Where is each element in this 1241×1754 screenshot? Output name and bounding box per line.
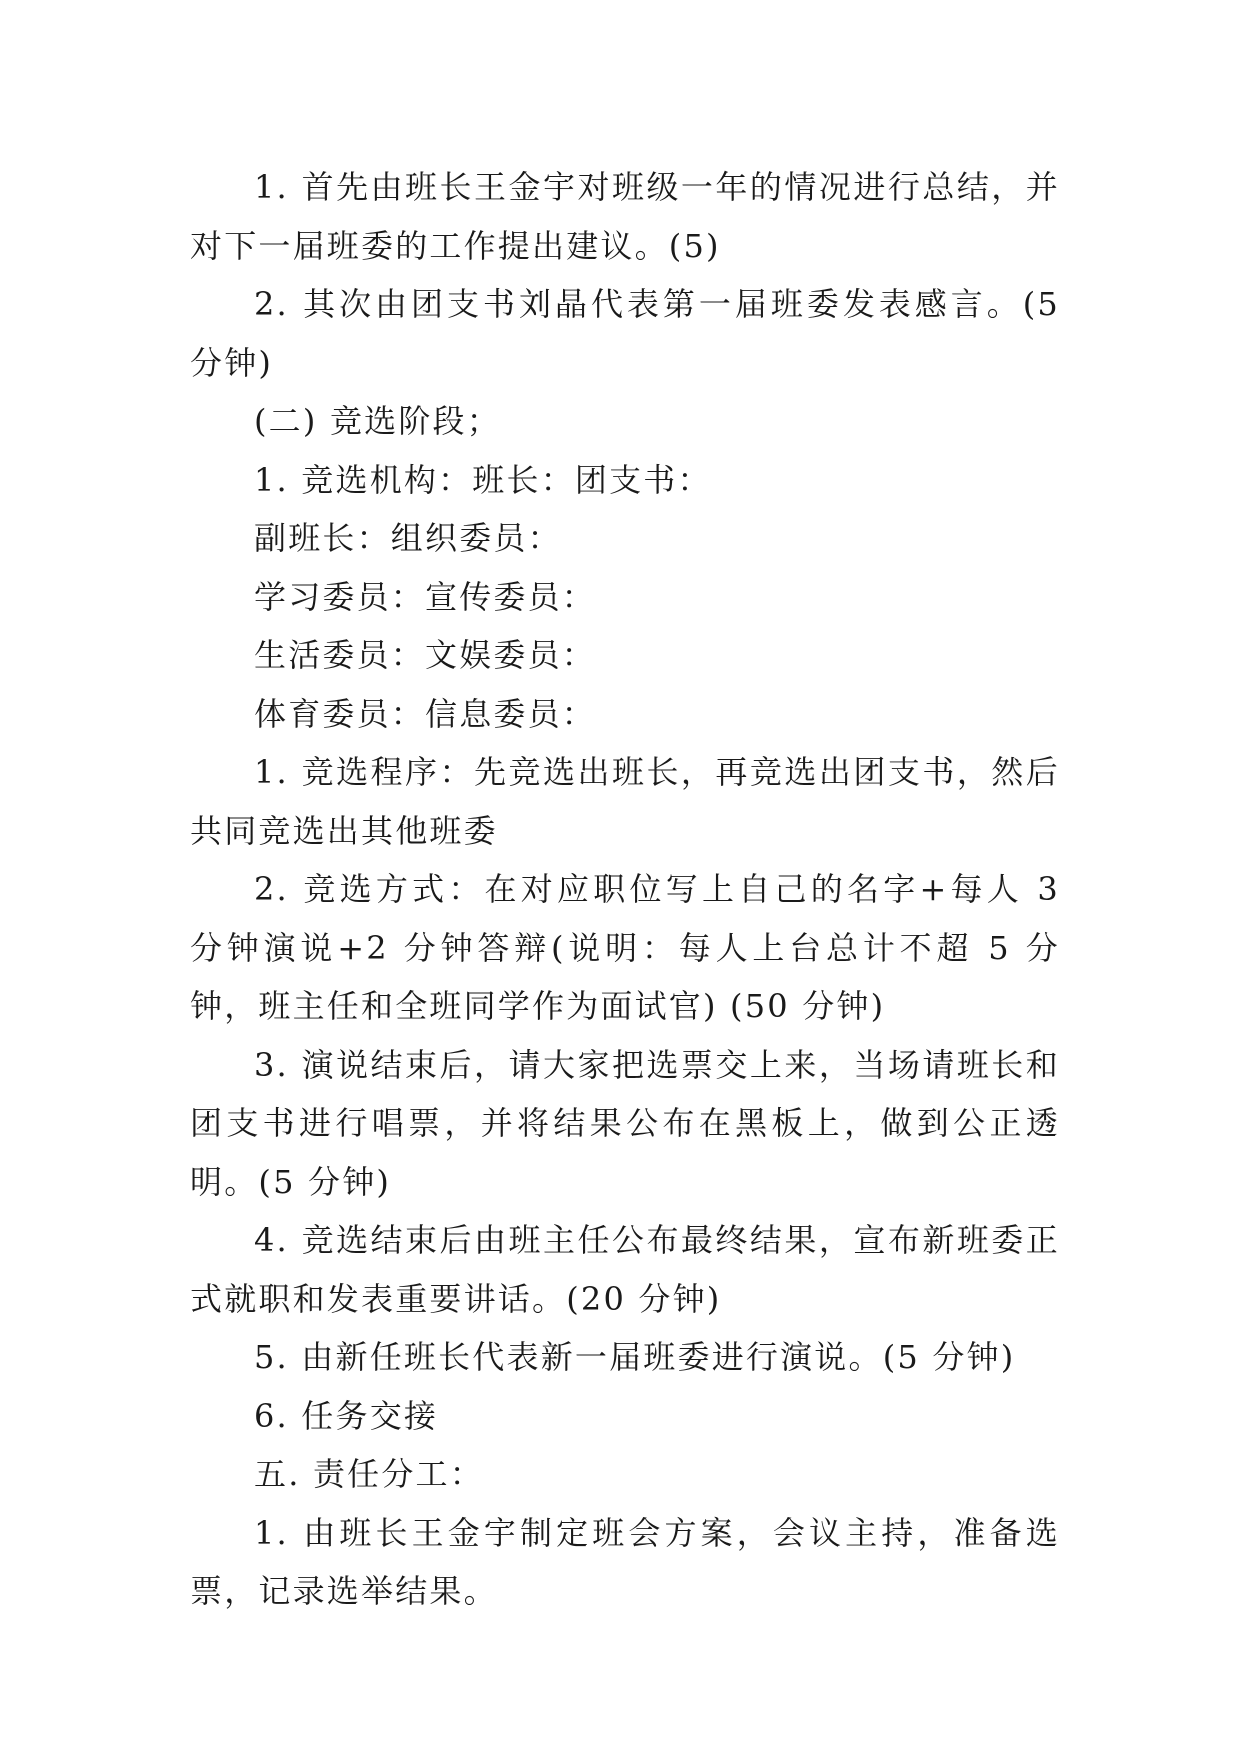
paragraph-results: 4. 竞选结束后由班主任公布最终结果，宣布新班委正式就职和发表重要讲话。(20 分钟) [190, 1221, 1060, 1318]
paragraph-handover: 6. 任务交接 [254, 1396, 439, 1435]
paragraph-positions-2: 副班长：组织委员： [254, 519, 562, 557]
paragraph-1: 1. 首先由班长王金宇对班级一年的情况进行总结，并对下一届班委的工作提出建议。(5) [190, 168, 1060, 265]
document-body [190, 158, 1060, 1621]
section-heading-campaign: (二) 竞选阶段； [254, 402, 501, 440]
paragraph-positions-1: 1. 竞选机构：班长：团支书： [254, 460, 712, 499]
section-heading-responsibilities: 五. 责任分工： [254, 1455, 484, 1493]
paragraph-positions-3: 学习委员：宣传委员： [254, 577, 597, 616]
paragraph-2: 2. 其次由团支书刘晶代表第一届班委发表感言。(5 分钟) [190, 285, 1060, 382]
paragraph-positions-5: 体育委员：信息委员： [254, 694, 597, 733]
paragraph-procedure: 1. 竞选程序：先竞选出班长，再竞选出团支书，然后共同竞选出其他班委 [190, 753, 1060, 850]
paragraph-method: 2. 竞选方式：在对应职位写上自己的名字+每人 3 分钟演说+2 分钟答辩(说明：每人上台总计不超 5 分钟，班主任和全班同学作为面试官) (50 分钟) [190, 870, 1060, 1025]
paragraph-vote-count: 3. 演说结束后，请大家把选票交上来，当场请班长和团支书进行唱票，并将结果公布在黑板上，做到公正透明。(5 分钟) [190, 1045, 1060, 1201]
paragraph-responsibility-1: 1. 由班长王金宇制定班会方案，会议主持，准备选票，记录选举结果。 [190, 1513, 1060, 1610]
paragraph-new-monitor-speech: 5. 由新任班长代表新一届班委进行演说。(5 分钟) [254, 1338, 1016, 1376]
paragraph-positions-4: 生活委员：文娱委员： [254, 636, 597, 674]
